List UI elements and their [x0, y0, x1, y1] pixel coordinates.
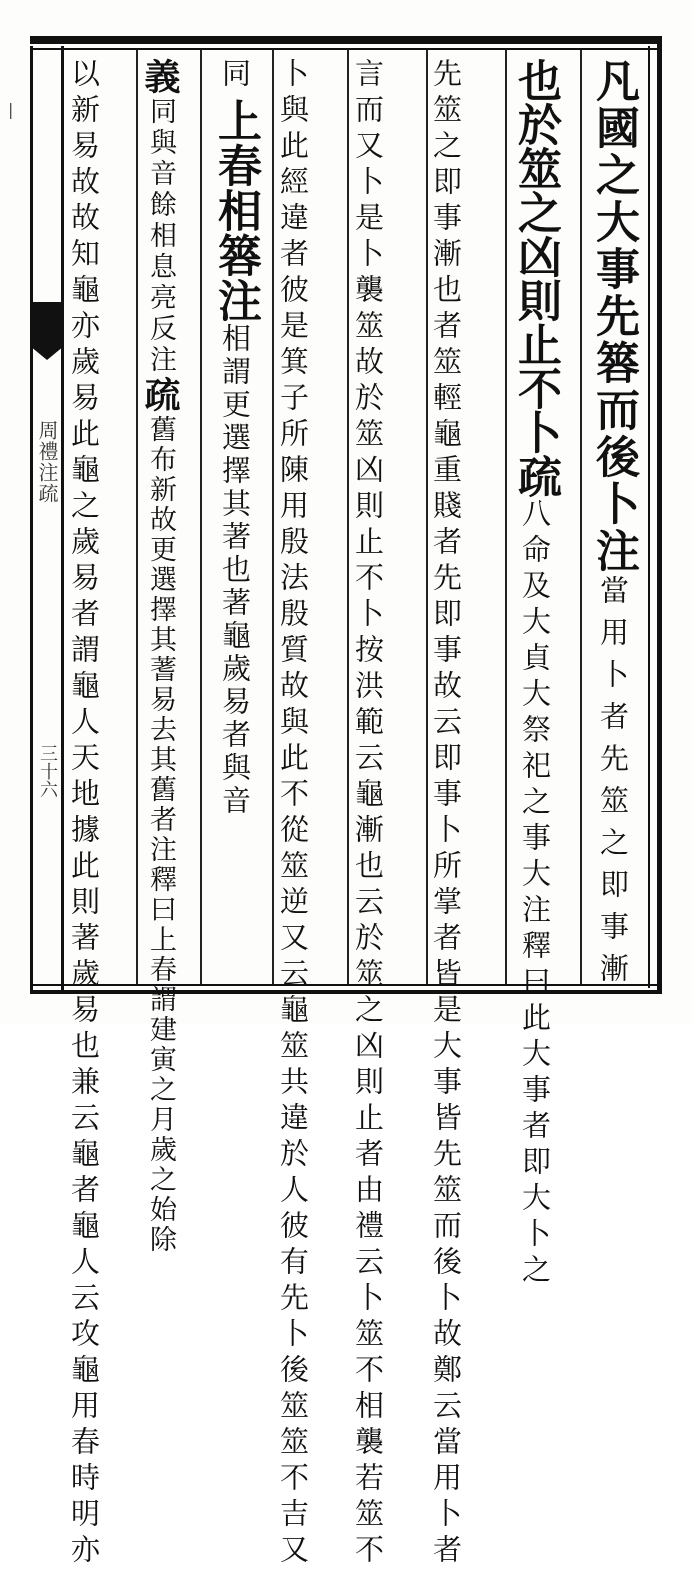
- main-text: 義: [139, 58, 181, 97]
- fold-book-title: 周禮注疏: [35, 420, 59, 504]
- commentary-text: 同: [218, 58, 252, 98]
- main-text: 疏: [139, 376, 181, 415]
- column-rule: [505, 50, 507, 984]
- commentary-right: 相息亮反注: [145, 221, 176, 376]
- commentary-pair: [352, 58, 384, 1570]
- text-column-4: [352, 58, 384, 1570]
- commentary-text: 當用卜者先筮之即事漸: [596, 575, 630, 995]
- commentary-right: 據此則著歲易也兼云龜者龜人云攻龜用春時明亦: [67, 814, 101, 1570]
- column-rule: [136, 50, 138, 984]
- commentary-left: 舊布新故更選擇其蓍易去其舊者: [145, 415, 176, 835]
- commentary-right: 注釋曰此大事者即大卜之: [518, 894, 552, 1290]
- column-rule: [272, 50, 274, 984]
- center-fold: [30, 46, 64, 990]
- commentary-left: 八命及大貞大祭祀之事大: [518, 498, 552, 894]
- main-text: 上春相簭注: [210, 98, 261, 323]
- commentary-left: 先筮之即事漸也者筮輕龜重賤者先即事故云即事: [429, 58, 463, 814]
- main-text: 也於筮之凶則止不卜疏: [510, 58, 561, 498]
- text-column-5: [277, 58, 309, 1570]
- text-column-2: [510, 58, 560, 1290]
- frame-rule-bottom: [30, 984, 662, 986]
- commentary-right: 漸也云於筮之凶則止者由禮云卜筮不相襲若筮不: [351, 814, 385, 1570]
- margin-mark: |: [8, 100, 14, 119]
- main-text: 凡國之大事先簭而後卜注: [588, 58, 639, 575]
- commentary-right: 注釋曰上春謂建寅之月歲之始除: [145, 835, 176, 1255]
- page-frame: [30, 36, 662, 994]
- commentary-left: 言而又卜是卜襲筮故於筮凶則止不卜按洪範云龜: [351, 58, 385, 814]
- column-rule: [426, 50, 428, 984]
- commentary-pair: [519, 498, 551, 1290]
- commentary-pair: [145, 415, 175, 1255]
- fold-fishtail-mark: [30, 302, 64, 346]
- commentary-left: 同與音餘: [145, 97, 176, 221]
- column-rule: [200, 50, 202, 984]
- fold-page-number: 三十六: [37, 744, 58, 798]
- frame-rule-top: [30, 48, 662, 50]
- text-column-6: [210, 58, 260, 818]
- commentary-right: 卜所掌者皆是大事皆先筮而後卜故鄭云當用卜者: [429, 814, 463, 1570]
- commentary-text: 相謂更選擇其著也著龜歲易者與音: [218, 323, 252, 818]
- frame-rule-right: [648, 46, 650, 988]
- commentary-pair: [430, 58, 462, 1570]
- column-rule: [580, 50, 582, 984]
- text-column-1: [588, 58, 638, 995]
- text-column-8: [68, 58, 100, 1570]
- commentary-pair: [68, 58, 100, 1570]
- commentary-left: 卜與此經違者彼是箕子所陳用殷法殷質故與此不: [276, 58, 310, 814]
- commentary-right: 從筮逆又云龜筮共違於人彼有先卜後筮筮不吉又: [276, 814, 310, 1570]
- commentary-pair: [277, 58, 309, 1570]
- text-column-3: [430, 58, 462, 1570]
- column-rule: [347, 50, 349, 984]
- commentary-left: 以新易故故知龜亦歲易此龜之歲易者謂龜人天地: [67, 58, 101, 814]
- commentary-pair: [145, 97, 175, 376]
- text-column-7: [140, 58, 180, 1255]
